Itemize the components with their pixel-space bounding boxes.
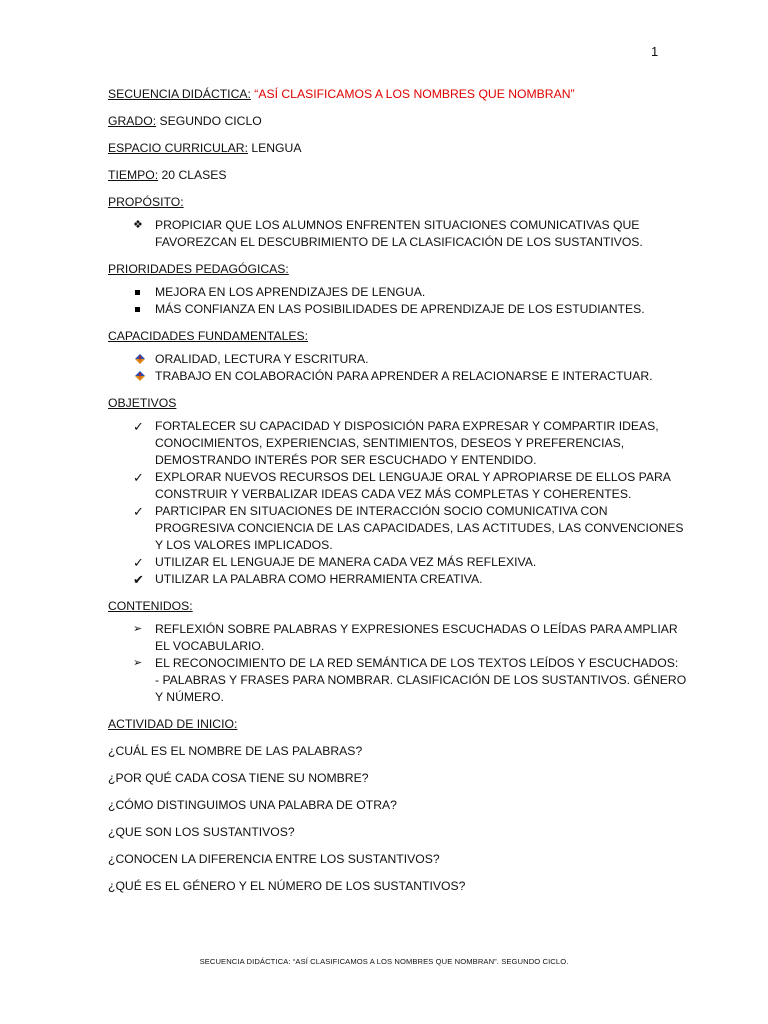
item-line: Y NÚMERO. bbox=[155, 690, 224, 704]
item-line: EL VOCABULARIO. bbox=[155, 639, 265, 653]
list-item bbox=[108, 217, 668, 251]
question-item: ¿QUÉ ES EL GÉNERO Y EL NÚMERO DE LOS SUSTANTIVOS? bbox=[108, 879, 466, 893]
espacio-value: LENGUA bbox=[251, 141, 302, 155]
page-footer: SECUENCIA DIDÁCTICA: “ASÍ CLASIFICAMOS A LOS NOMBRES QUE NOMBRAN”. SEGUNDO CICLO. bbox=[199, 957, 569, 966]
item-line: REFLEXIÓN SOBRE PALABRAS Y EXPRESIONES ESCUCHADAS O LEÍDAS PARA AMPLIAR bbox=[155, 622, 678, 636]
question-item: ¿CUÁL ES EL NOMBRE DE LAS PALABRAS? bbox=[108, 744, 363, 758]
triangle-bullet-icon bbox=[134, 353, 146, 365]
contenidos-list bbox=[108, 621, 687, 706]
item-line: UTILIZAR LA PALABRA COMO HERRAMIENTA CREATIVA. bbox=[155, 572, 483, 586]
capacidades-list bbox=[108, 351, 668, 385]
tiempo-line bbox=[108, 167, 668, 184]
prioridades-list bbox=[108, 284, 668, 318]
item-text: MEJORA EN LOS APRENDIZAJES DE LENGUA. bbox=[155, 285, 426, 299]
objetivos-list bbox=[108, 418, 684, 588]
item-text: MÁS CONFIANZA EN LAS POSIBILIDADES DE APRENDIZAJE DE LOS ESTUDIANTES. bbox=[155, 302, 645, 316]
item-line: PARTICIPAR EN SITUACIONES DE INTERACCIÓN SOCIO COMUNICATIVA CON bbox=[155, 504, 608, 518]
page-number: 1 bbox=[651, 44, 659, 59]
list-item bbox=[108, 284, 668, 301]
list-item bbox=[108, 301, 668, 318]
item-line: DEMOSTRANDO INTERÉS POR SER ESCUCHADO Y ENTENDIDO. bbox=[155, 453, 537, 467]
contenidos-heading: CONTENIDOS: bbox=[108, 599, 193, 613]
question-item: ¿CONOCEN LA DIFERENCIA ENTRE LOS SUSTANTIVOS? bbox=[108, 852, 440, 866]
list-item bbox=[108, 571, 668, 588]
item-line: FAVOREZCAN EL DESCUBRIMIENTO DE LA CLASIFICACIÓN DE LOS SUSTANTIVOS. bbox=[155, 235, 643, 249]
item-line: CONSTRUIR Y VERBALIZAR IDEAS CADA VEZ MÁS COMPLETAS Y COHERENTES. bbox=[155, 487, 632, 501]
item-line: EL RECONOCIMIENTO DE LA RED SEMÁNTICA DE LOS TEXTOS LEÍDOS Y ESCUCHADOS: bbox=[155, 656, 679, 670]
proposito-list bbox=[108, 217, 668, 251]
question-item: ¿CÓMO DISTINGUIMOS UNA PALABRA DE OTRA? bbox=[108, 798, 397, 812]
objetivos-heading: OBJETIVOS bbox=[108, 396, 177, 410]
square-bullet-icon bbox=[135, 290, 140, 295]
list-item bbox=[108, 469, 671, 503]
grado-label: GRADO: bbox=[108, 114, 157, 128]
checkmark-icon: ✓ bbox=[133, 504, 144, 519]
actividad-heading: ACTIVIDAD DE INICIO: bbox=[108, 717, 238, 731]
question-item: ¿QUE SON LOS SUSTANTIVOS? bbox=[108, 825, 295, 839]
arrow-bullet-icon: ➢ bbox=[133, 623, 143, 635]
checkmark-icon: ✓ bbox=[133, 470, 144, 485]
item-line: FORTALECER SU CAPACIDAD Y DISPOSICIÓN PARA EXPRESAR Y COMPARTIR IDEAS, bbox=[155, 419, 659, 433]
diamond-bullet-icon: ❖ bbox=[133, 219, 143, 231]
item-text: ORALIDAD, LECTURA Y ESCRITURA. bbox=[155, 352, 369, 366]
capacidades-heading: CAPACIDADES FUNDAMENTALES: bbox=[108, 329, 308, 343]
list-item bbox=[108, 621, 678, 655]
list-item bbox=[108, 368, 668, 385]
proposito-heading: PROPÓSITO: bbox=[108, 195, 184, 209]
list-item bbox=[108, 351, 668, 368]
title-label: SECUENCIA DIDÁCTICA: bbox=[108, 87, 251, 101]
grado-value: SEGUNDO CICLO bbox=[159, 114, 262, 128]
espacio-line bbox=[108, 140, 668, 157]
tiempo-label: TIEMPO: bbox=[108, 168, 159, 182]
list-item bbox=[108, 655, 687, 706]
question-item: ¿POR QUÉ CADA COSA TIENE SU NOMBRE? bbox=[108, 771, 369, 785]
item-line: Y LOS VALORES IMPLICADOS. bbox=[155, 538, 333, 552]
item-line: - PALABRAS Y FRASES PARA NOMBRAR. CLASIFICACIÓN DE LOS SUSTANTIVOS. GÉNERO bbox=[155, 673, 687, 687]
document-title bbox=[108, 86, 668, 103]
checkmark-icon: ✓ bbox=[133, 555, 144, 570]
checkmark-icon: ✔ bbox=[133, 572, 144, 587]
arrow-bullet-icon: ➢ bbox=[133, 657, 143, 669]
tiempo-value: 20 CLASES bbox=[161, 168, 227, 182]
list-item bbox=[108, 554, 668, 571]
item-text: TRABAJO EN COLABORACIÓN PARA APRENDER A RELACIONARSE E INTERACTUAR. bbox=[155, 369, 653, 383]
prioridades-heading: PRIORIDADES PEDAGÓGICAS: bbox=[108, 262, 289, 276]
document-body bbox=[108, 86, 687, 905]
list-item bbox=[108, 418, 668, 469]
title-value: “ASÍ CLASIFICAMOS A LOS NOMBRES QUE NOMBRAN” bbox=[254, 87, 575, 101]
square-bullet-icon bbox=[135, 307, 140, 312]
item-line: PROPICIAR QUE LOS ALUMNOS ENFRENTEN SITUACIONES COMUNICATIVAS QUE bbox=[155, 218, 640, 232]
item-line: EXPLORAR NUEVOS RECURSOS DEL LENGUAJE ORAL Y APROPIARSE DE ELLOS PARA bbox=[155, 470, 671, 484]
item-line: UTILIZAR EL LENGUAJE DE MANERA CADA VEZ MÁS REFLEXIVA. bbox=[155, 555, 537, 569]
espacio-label: ESPACIO CURRICULAR: bbox=[108, 141, 248, 155]
item-line: PROGRESIVA CONCIENCIA DE LAS CAPACIDADES, LAS ACTITUDES, LAS CONVENCIONES bbox=[155, 521, 684, 535]
item-line: CONOCIMIENTOS, EXPERIENCIAS, SENTIMIENTOS, DESEOS Y PREFERENCIAS, bbox=[155, 436, 625, 450]
triangle-bullet-icon bbox=[134, 370, 146, 382]
grado-line bbox=[108, 113, 668, 130]
list-item bbox=[108, 503, 684, 554]
checkmark-icon: ✓ bbox=[133, 419, 144, 434]
